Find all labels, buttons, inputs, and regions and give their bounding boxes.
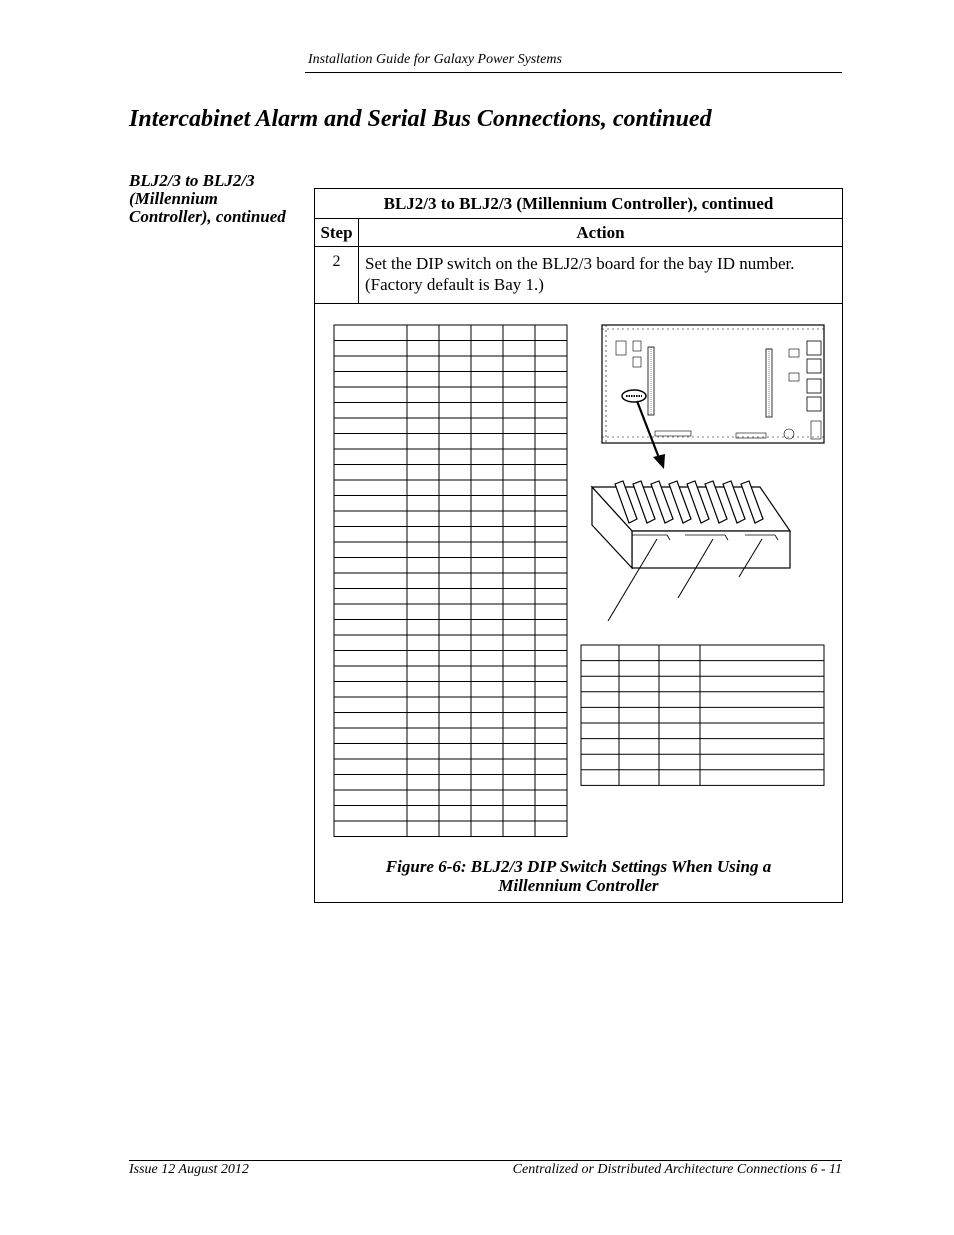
procedure-caption: BLJ2/3 to BLJ2/3 (Millennium Controller), continued xyxy=(315,189,843,219)
dip-switch-figure xyxy=(315,301,842,856)
step-action: Set the DIP switch on the BLJ2/3 board for the bay ID number. (Factory default is Bay 1.) xyxy=(359,247,843,304)
section-title: Intercabinet Alarm and Serial Bus Connections, continued xyxy=(129,106,712,132)
footer-rule xyxy=(129,1160,842,1161)
table-row xyxy=(315,247,843,304)
figure-box xyxy=(314,301,843,903)
footer-chapter-page: Centralized or Distributed Architecture Connections 6 - 11 xyxy=(512,1162,842,1177)
figure-caption xyxy=(315,857,842,895)
procedure-table xyxy=(314,188,843,304)
grid-border xyxy=(334,325,567,837)
figure-caption-line1: Figure 6-6: BLJ2/3 DIP Switch Settings When Using a xyxy=(385,857,772,876)
grid-border xyxy=(581,645,824,785)
running-header: Installation Guide for Galaxy Power Systems xyxy=(308,52,562,67)
step-number: 2 xyxy=(315,247,359,304)
step-column-header: Step xyxy=(315,219,359,247)
footer-issue: Issue 12 August 2012 xyxy=(129,1162,249,1177)
dip-switch-enlarged xyxy=(592,481,790,621)
action-column-header: Action xyxy=(359,219,843,247)
switch-setting-table xyxy=(581,645,824,785)
sidebar-heading: BLJ2/3 to BLJ2/3 (Millennium Controller), continued xyxy=(129,171,286,226)
bay-id-table xyxy=(334,325,567,837)
header-rule xyxy=(305,72,842,73)
circuit-board-illustration xyxy=(602,325,824,443)
figure-caption-line2: Millennium Controller xyxy=(498,876,659,895)
